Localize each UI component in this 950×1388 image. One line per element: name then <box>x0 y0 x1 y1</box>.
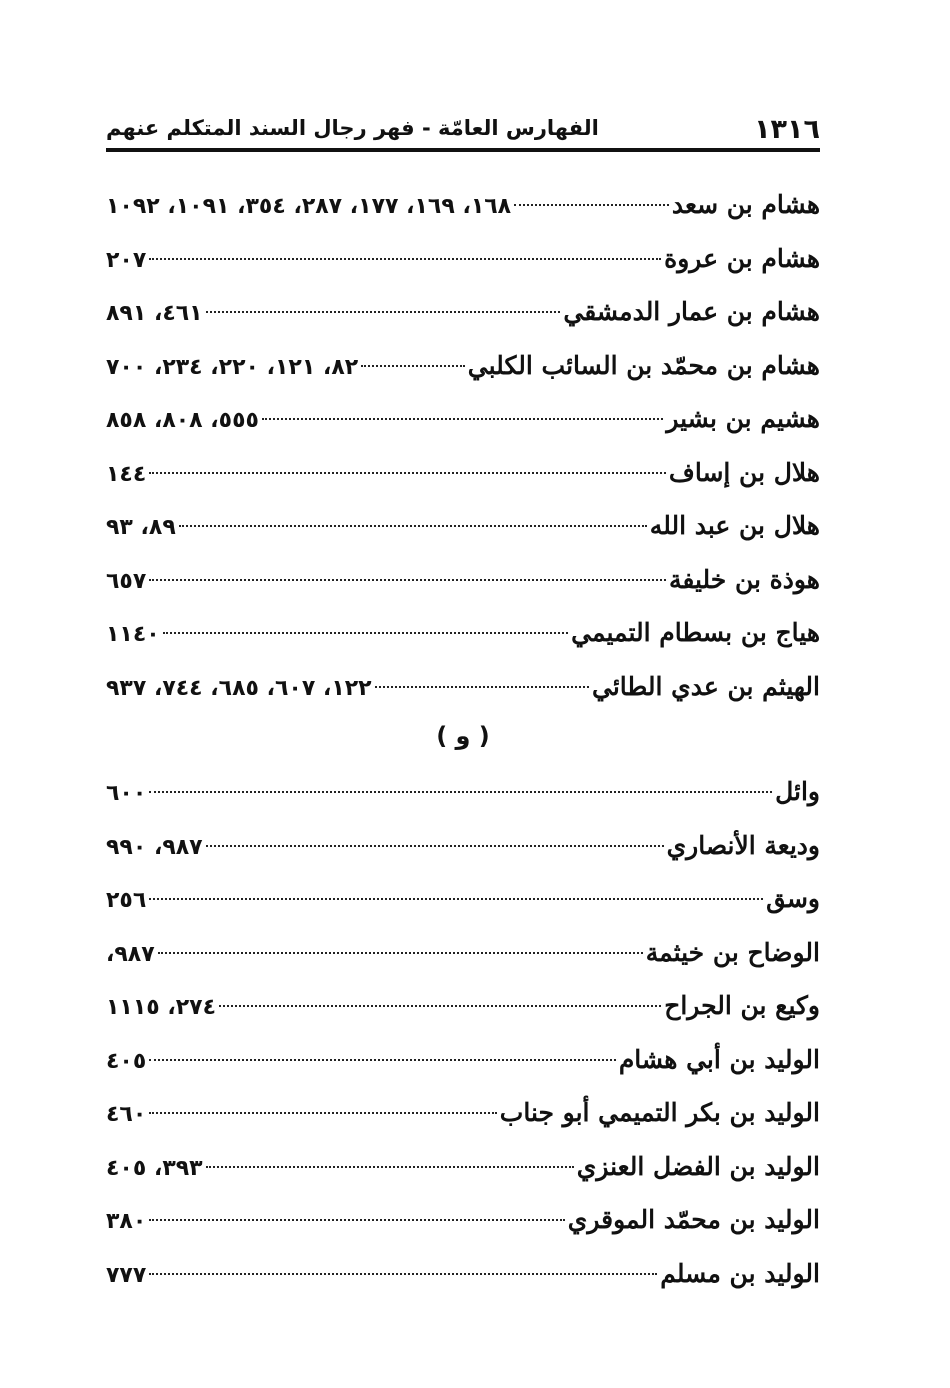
index-entry <box>106 285 820 339</box>
entry-name: هلال بن إساف <box>668 457 820 487</box>
page-header <box>106 108 820 148</box>
entry-name: هشيم بن بشير <box>666 404 820 433</box>
leader-dots <box>206 311 561 313</box>
index-entry <box>106 819 820 873</box>
index-entry <box>106 979 820 1033</box>
entry-pages: ٢٧٤، ١١١٥ <box>106 995 217 1020</box>
leader-dots <box>206 1166 574 1168</box>
entry-pages: ٧٧٧ <box>106 1262 147 1288</box>
index-entry <box>106 606 820 660</box>
entry-name: هشام بن عمار الدمشقي <box>563 297 820 326</box>
leader-dots <box>149 472 666 474</box>
section-heading-waw: ( و ) <box>436 722 490 750</box>
entry-pages: ٨٩، ٩٣ <box>106 515 176 540</box>
index-entry <box>106 1247 820 1301</box>
index-entry <box>106 499 820 553</box>
entry-pages: ١٦٨، ١٦٩، ١٧٧، ٢٨٧، ٣٥٤، ١٠٩١، ١٠٩٢ <box>106 194 512 219</box>
entry-name: هياج بن بسطام التميمي <box>571 618 820 647</box>
leader-dots <box>149 1273 657 1275</box>
entry-pages: ٩٨٧، ٩٩٠ <box>106 834 203 860</box>
leader-dots <box>262 418 663 420</box>
entry-pages: ٤٠٥ <box>106 1048 147 1074</box>
index-entry <box>106 926 820 980</box>
leader-dots <box>158 952 643 954</box>
entry-pages: ٨٢، ١٢١، ٢٢٠، ٢٣٤، ٧٠٠ <box>106 354 359 380</box>
index-entry <box>106 339 820 393</box>
entry-name: هشام بن محمّد بن السائب الكلبي <box>467 350 820 380</box>
index-entry <box>106 765 820 819</box>
index-entry <box>106 1086 820 1140</box>
entry-pages: ٦٠٠ <box>106 781 147 806</box>
running-title: الفهارس العامّة - فهر رجال السند المتكلم عنهم <box>106 116 599 140</box>
index-entry <box>106 232 820 286</box>
entry-name: الهيثم بن عدي الطائي <box>591 671 820 701</box>
entry-pages: ٦٥٧ <box>106 568 147 594</box>
leader-dots <box>149 898 763 900</box>
leader-dots <box>149 1219 564 1221</box>
index-entry <box>106 178 820 232</box>
index-entry <box>106 553 820 607</box>
index-entry <box>106 660 820 714</box>
leader-dots <box>149 258 661 260</box>
entry-pages: ١٢٢، ٦٠٧، ٦٨٥، ٧٤٤، ٩٣٧ <box>106 675 372 701</box>
index-entry <box>106 1140 820 1194</box>
leader-dots <box>149 579 666 581</box>
entry-pages: ٥٥٥، ٨٠٨، ٨٥٨ <box>106 408 259 433</box>
entry-name: وديعة الأنصاري <box>666 830 820 860</box>
leader-dots <box>149 1059 616 1061</box>
entry-pages: ٣٩٣، ٤٠٥ <box>106 1155 203 1181</box>
leader-dots <box>163 632 568 634</box>
entry-name: وكيع بن الجراح <box>664 991 820 1020</box>
entry-name: الوليد بن الفضل العنزي <box>576 1151 820 1181</box>
index-list <box>106 178 820 1300</box>
entry-name: الوضاح بن خيثمة <box>645 937 820 967</box>
leader-dots <box>149 1112 497 1114</box>
entry-name: الوليد بن مسلم <box>660 1258 820 1288</box>
entry-pages: ١١٤٠ <box>106 622 160 647</box>
index-entry <box>106 392 820 446</box>
entry-name: الوليد بن أبي هشام <box>618 1044 820 1074</box>
entry-pages: ٤٦١، ٨٩١ <box>106 301 203 326</box>
entry-name: هلال بن عبد الله <box>649 511 820 540</box>
entry-pages: ٩٨٧، <box>106 941 155 967</box>
index-entry <box>106 872 820 926</box>
entry-pages: ٣٨٠ <box>106 1209 147 1234</box>
entry-pages: ١٤٤ <box>106 461 147 487</box>
leader-dots <box>206 845 664 847</box>
entry-name: الوليد بن محمّد الموقري <box>567 1205 820 1234</box>
entry-name: وسق <box>766 884 820 913</box>
entry-name: هشام بن عروة <box>664 243 820 273</box>
leader-dots <box>149 791 772 793</box>
leader-dots <box>514 204 669 206</box>
header-rule <box>106 148 820 152</box>
page-number: ١٣١٦ <box>754 114 820 145</box>
leader-dots <box>375 686 589 688</box>
index-entry <box>106 1033 820 1087</box>
index-entry <box>106 1193 820 1247</box>
entry-name: وائل <box>775 777 820 806</box>
leader-dots <box>361 365 465 367</box>
entry-pages: ٤٦٠ <box>106 1102 147 1127</box>
leader-dots <box>179 525 647 527</box>
entry-name: هشام بن سعد <box>671 190 820 219</box>
leader-dots <box>219 1005 661 1007</box>
entry-name: هوذة بن خليفة <box>668 564 820 594</box>
entry-name: الوليد بن بكر التميمي أبو جناب <box>499 1098 820 1127</box>
index-entry <box>106 446 820 500</box>
entry-pages: ٢٠٧ <box>106 247 147 273</box>
entry-pages: ٢٥٦ <box>106 888 147 913</box>
